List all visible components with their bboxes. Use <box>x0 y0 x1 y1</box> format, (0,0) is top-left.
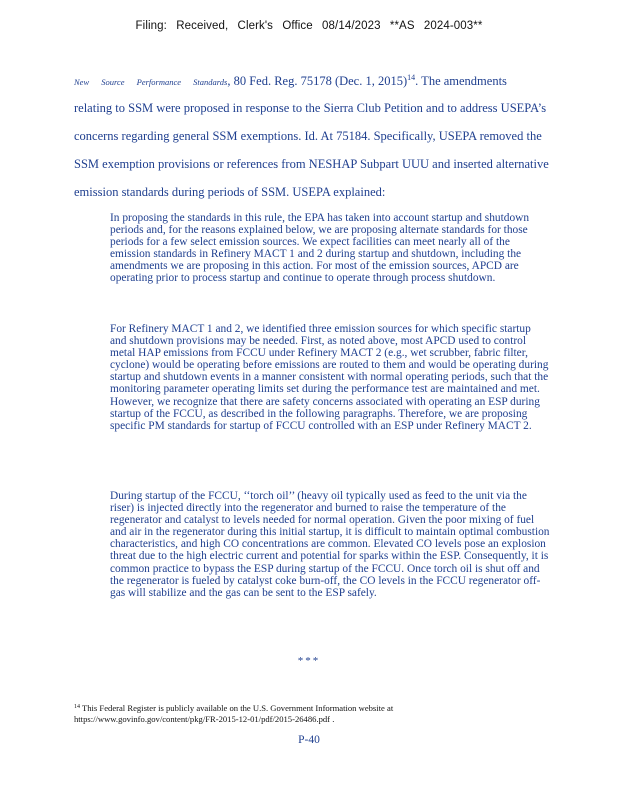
body-line-3: concerns regarding general SSM exemptions. Id. At 75184. Specifically, USEPA removed the <box>74 129 542 143</box>
body-line-5: emission standards during periods of SSM. USEPA explained: <box>74 185 386 199</box>
footnote-url: https://www.govinfo.gov/content/pkg/FR-2015-12-01/pdf/2015-26486.pdf . <box>74 714 335 724</box>
citation-ref: , 80 Fed. Reg. 75178 (Dec. 1, 2015) <box>227 74 408 88</box>
footnote-marker: 14 <box>407 73 416 82</box>
filing-header: Filing: Received, Clerk's Office 08/14/2023 **AS 2024-003** <box>135 20 483 32</box>
page-number: P-40 <box>298 734 320 746</box>
footnote-number: 14 <box>74 704 80 710</box>
footnote-text: This Federal Register is publicly available on the U.S. Government Information website at <box>82 703 394 713</box>
body-line-2: relating to SSM were proposed in response to the Sierra Club Petition and to address USEPA’s <box>74 101 547 115</box>
section-separator: *** <box>297 655 321 667</box>
quote-paragraph-2: For Refinery MACT 1 and 2, we identified three emission sources for which specific startup and shutdown provisions may be needed. First, as noted above, most APCD used to control metal HAP emissions from FCCU under Refinery MACT 2 (e.g., wet scrubber, fabric filter, cyclone) would be operating before emissions are routed to them and would be operating during startup and shutdown events in a manner consistent with normal operating periods, such that the monitoring parameter operating limits set during the performance test are maintained and met. However, we recognize that there are safety concerns associated with operating an ESP during startup of the FCCU, as described in the following paragraphs. Therefore, we are proposing specific PM standards for startup of FCCU controlled with an ESP under Refinery MACT 2. <box>110 323 549 432</box>
footnote-line-1 <box>74 702 544 714</box>
body-line-1 <box>74 73 544 89</box>
body-line-4: SSM exemption provisions or references from NESHAP Subpart UUU and inserted alternative <box>74 157 549 171</box>
footnote <box>74 702 544 725</box>
quote-paragraph-3: During startup of the FCCU, ‘‘torch oil’’ (heavy oil typically used as feed to the unit via the riser) is injected directly into the regenerator and burned to raise the temperature of the regenerator and catalyst to levels needed for normal operation. Given the poor mixing of fuel and air in the regenerator during this initial startup, it is difficult to maintain optimal combustion characteristics, and high CO concentrations are common. Elevated CO levels pose an explosion threat due to the high electric current and potential for sparks within the ESP. Consequently, it is common practice to bypass the ESP during startup of the FCCU. Once torch oil is shut off and the regenerator is fueled by catalyst coke burn-off, the CO levels in the FCCU regenerator off-gas will stabilize and the gas can be sent to the ESP safely. <box>110 490 550 599</box>
quote-paragraph-1: In proposing the standards in this rule, the EPA has taken into account startup and shutdown periods and, for the reasons explained below, we are proposing alternate standards for those periods for a few select emission sources. We expect facilities can meet nearly all of the emission standards in Refinery MACT 1 and 2 during startup and shutdown, including the amendments we are proposing in this action. For most of the emission sources, APCD are operating prior to process startup and continue to operate through process shutdown. <box>110 212 530 285</box>
body-line-1-tail: . The amendments <box>415 74 507 88</box>
citation-title: New Source Performance Standards <box>74 77 228 87</box>
